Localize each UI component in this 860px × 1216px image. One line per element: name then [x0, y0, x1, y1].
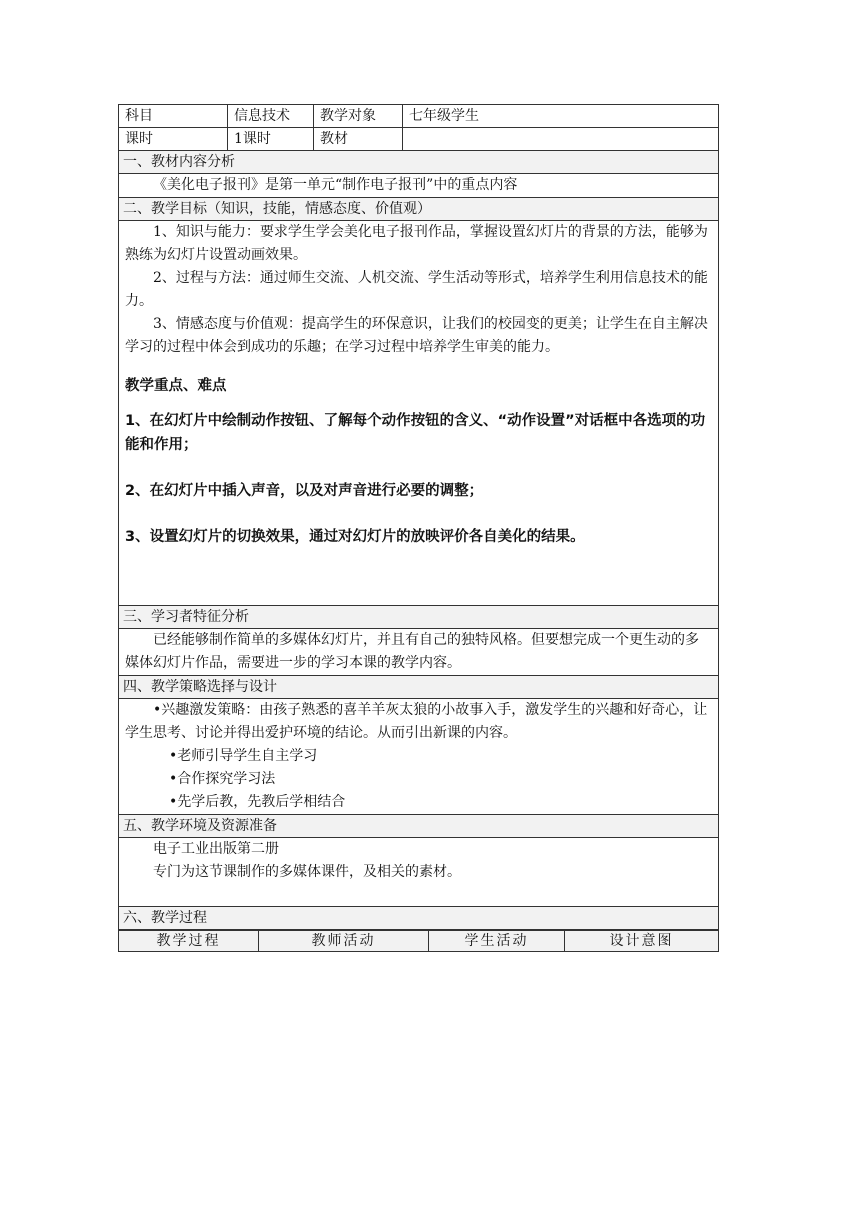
key-point-2: 2、在幻灯片中插入声音，以及对声音进行必要的调整；	[125, 483, 484, 499]
goal-process: 2、过程与方法：通过师生交流、人机交流、学生活动等形式，培养学生利用信息技术的能力。	[125, 270, 708, 309]
section-6-title: 六、教学过程	[119, 907, 719, 930]
section-3-header	[119, 606, 719, 629]
goal-knowledge: 1、知识与能力：要求学生学会美化电子报刊作品，掌握设置幻灯片的背景的方法，能够为熟练为幻灯片设置动画效果。	[125, 224, 708, 263]
col-process: 教学过程	[119, 931, 259, 952]
key-points-title: 教学重点、难点	[125, 378, 227, 394]
audience-label: 教学对象	[314, 105, 403, 128]
section-5-body	[119, 838, 719, 907]
section-3-title: 三、学习者特征分析	[119, 606, 719, 629]
subject-value: 信息技术	[228, 105, 314, 128]
section-1-text: 《美化电子报刊》是第一单元“制作电子报刊”中的重点内容	[153, 177, 518, 193]
section-3-text: 已经能够制作简单的多媒体幻灯片，并且有自己的独特风格。但要想完成一个更生动的多媒体幻灯片作品，需要进一步的学习本课的教学内容。	[125, 632, 699, 671]
textbook-value	[403, 128, 719, 151]
section-6-header	[119, 907, 719, 930]
header-row-1	[119, 105, 719, 128]
strategy-interest: •兴趣激发策略：由孩子熟悉的喜羊羊灰太狼的小故事入手，激发学生的兴趣和好奇心，让学生思考、讨论并得出爱护环境的结论。从而引出新课的内容。	[125, 702, 708, 741]
period-value: 1课时	[228, 128, 314, 151]
section-2-title: 二、教学目标（知识，技能，情感态度、价值观）	[119, 198, 719, 221]
key-point-1: 1、在幻灯片中绘制动作按钮、了解每个动作按钮的含义、“动作设置”对话框中各选项的功能和作用；	[125, 413, 706, 453]
textbook-label: 教材	[314, 128, 403, 151]
audience-value: 七年级学生	[403, 105, 719, 128]
resource-textbook: 电子工业出版第二册	[153, 841, 279, 857]
section-2-body	[119, 221, 719, 606]
section-1-header	[119, 151, 719, 174]
resource-courseware: 专门为这节课制作的多媒体课件，及相关的素材。	[153, 864, 461, 880]
strategy-learn-teach: •先学后教，先教后学相结合	[169, 794, 346, 810]
header-row-2	[119, 128, 719, 151]
strategy-cooperative: •合作探究学习法	[169, 771, 276, 787]
section-3-body	[119, 629, 719, 676]
col-intent: 设计意图	[565, 931, 719, 952]
section-5-title: 五、教学环境及资源准备	[119, 815, 719, 838]
section-1-body	[119, 174, 719, 198]
section-4-title: 四、教学策略选择与设计	[119, 676, 719, 699]
col-teacher: 教师活动	[259, 931, 429, 952]
section-1-title: 一、教材内容分析	[119, 151, 719, 174]
section-5-header	[119, 815, 719, 838]
subject-label: 科目	[119, 105, 228, 128]
section-4-body	[119, 699, 719, 815]
period-label: 课时	[119, 128, 228, 151]
goal-attitude: 3、情感态度与价值观：提高学生的环保意识，让我们的校园变的更美；让学生在自主解决学习的过程中体会到成功的乐趣；在学习过程中培养学生审美的能力。	[125, 316, 708, 355]
section-2-header	[119, 198, 719, 221]
lesson-plan-document	[118, 104, 718, 952]
col-student: 学生活动	[429, 931, 565, 952]
section-4-header	[119, 676, 719, 699]
strategy-guided: •老师引导学生自主学习	[169, 748, 318, 764]
process-columns-table	[118, 930, 719, 952]
lesson-plan-table	[118, 104, 719, 930]
key-point-3: 3、设置幻灯片的切换效果，通过对幻灯片的放映评价各自美化的结果。	[125, 529, 585, 545]
process-columns-row	[119, 931, 719, 952]
